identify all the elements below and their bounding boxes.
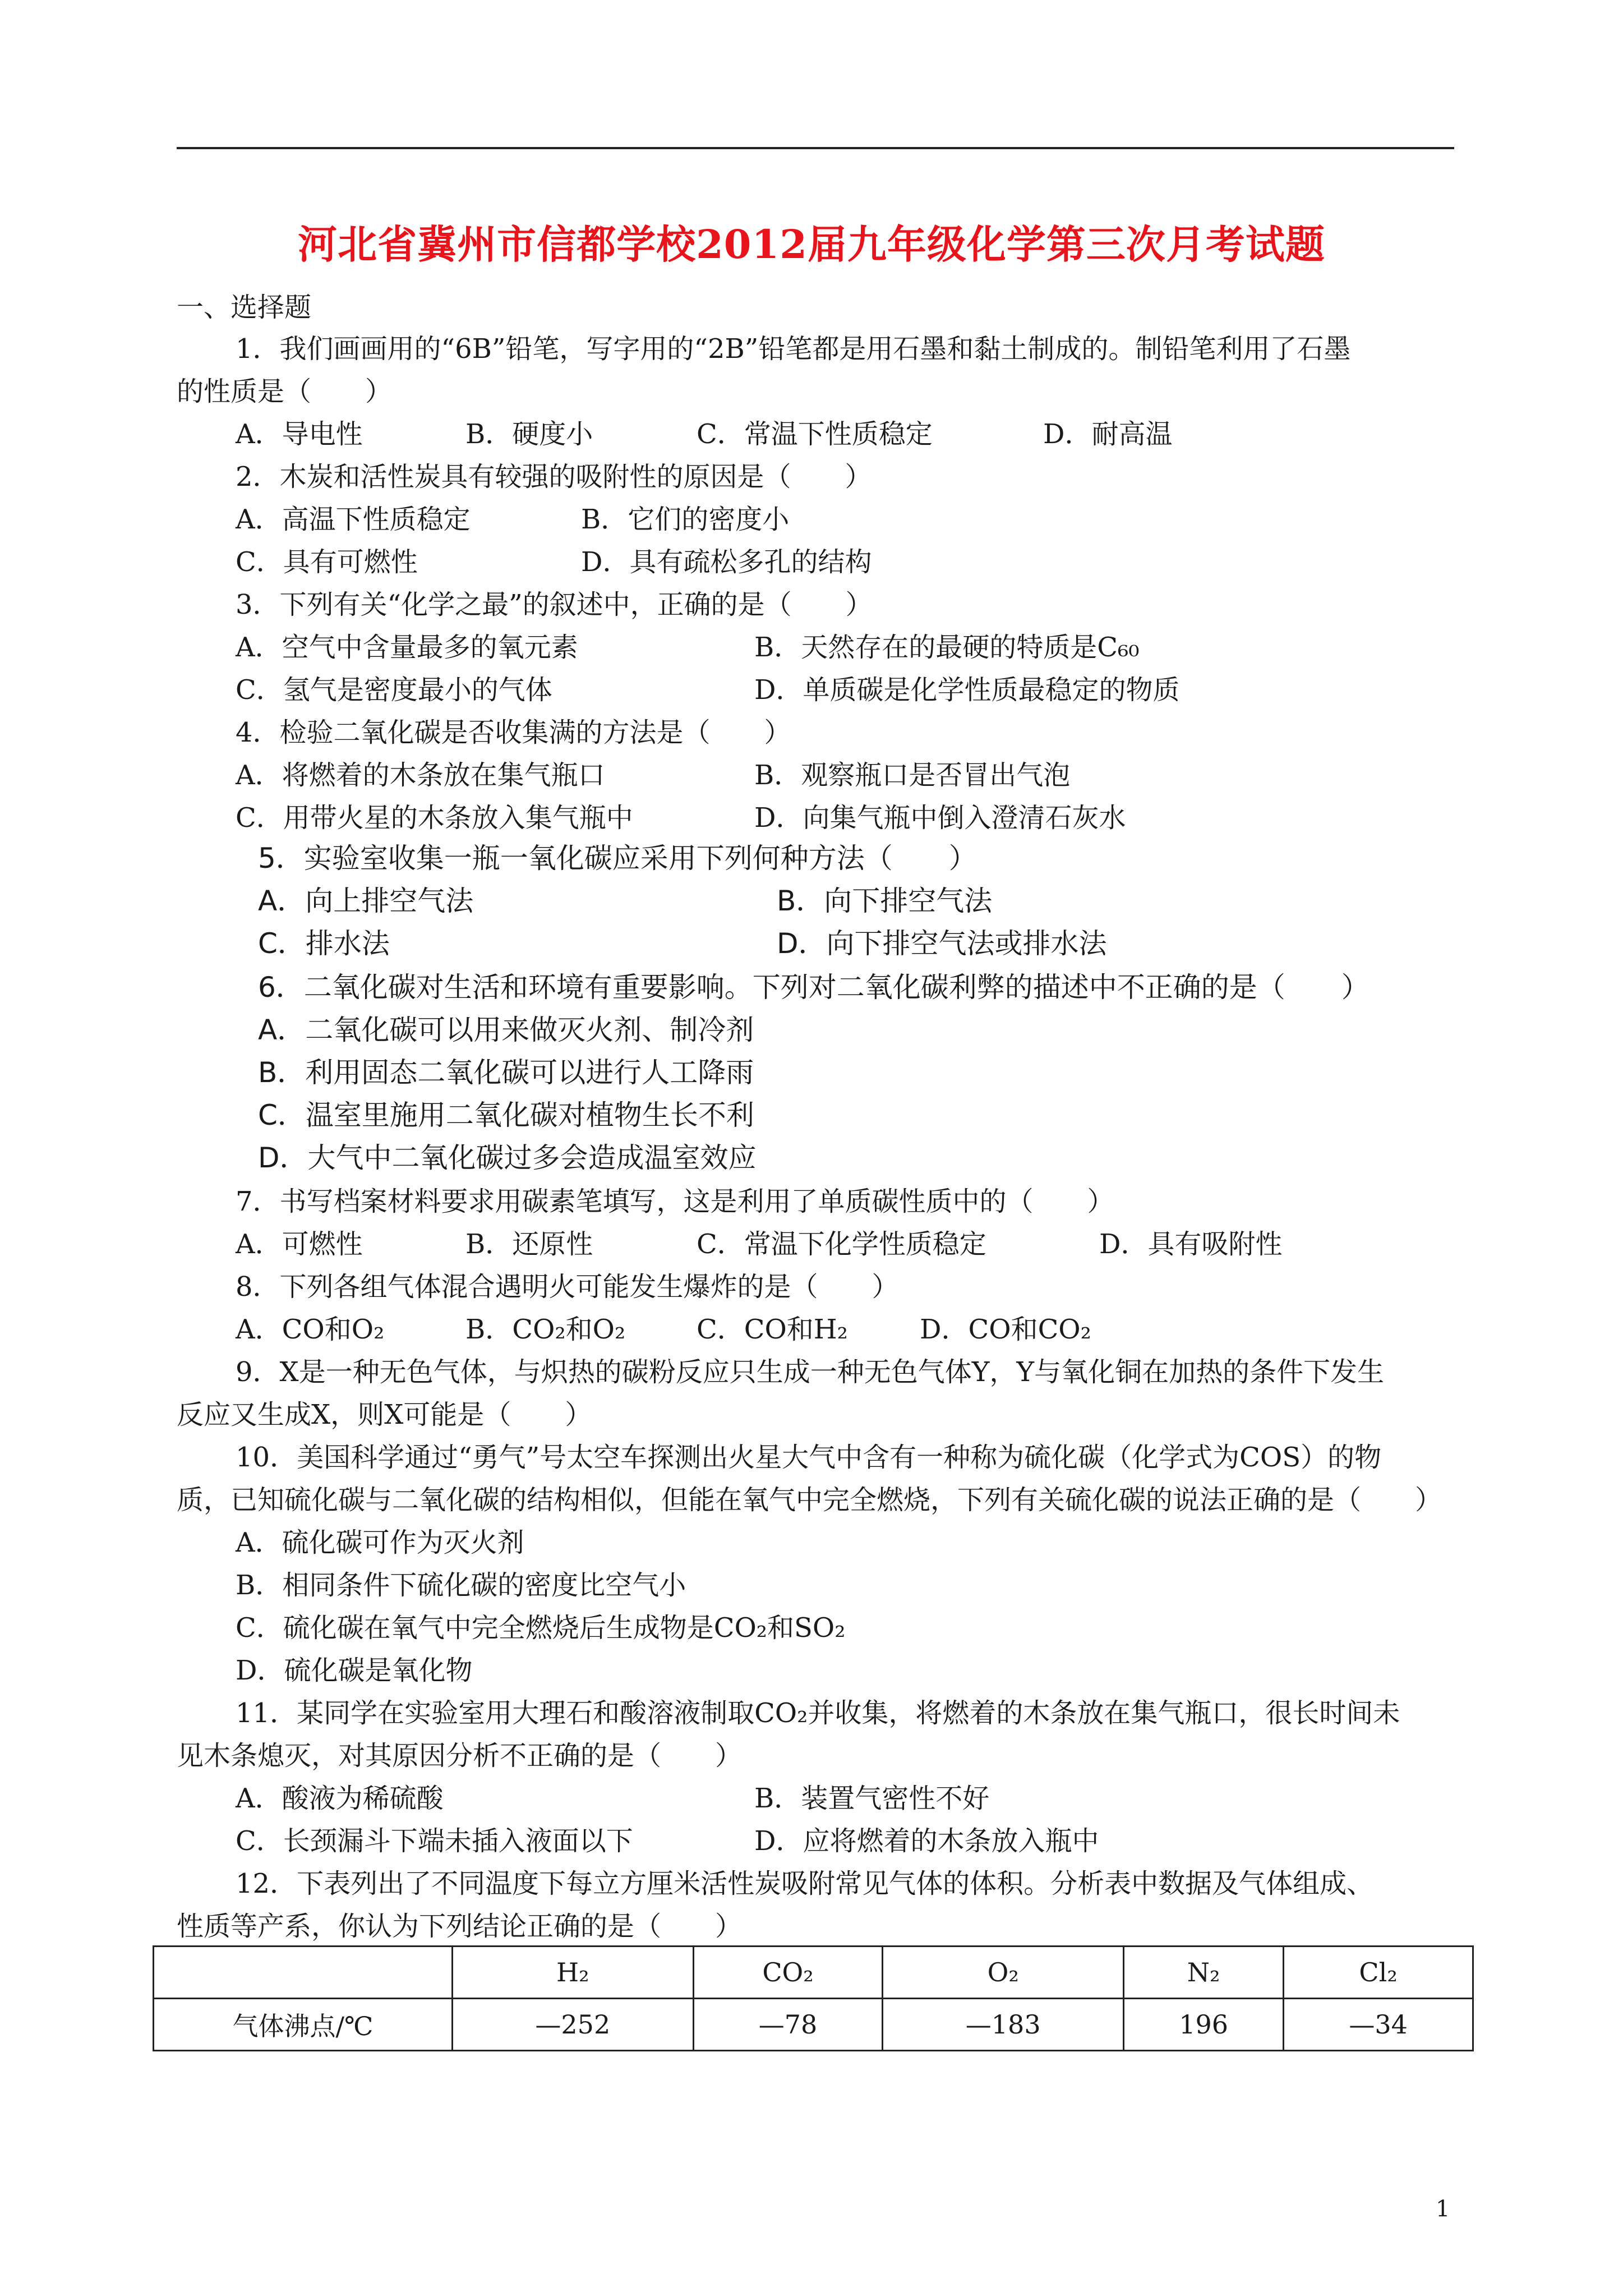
q1-option-a: A．导电性 <box>236 418 363 450</box>
table-row <box>154 1999 1473 2051</box>
q4-option-c: C．用带火星的木条放入集气瓶中 <box>236 802 633 834</box>
q7-option-a: A．可燃性 <box>236 1228 363 1260</box>
q6-option-d: D．大气中二氧化碳过多会造成温室效应 <box>258 1142 757 1174</box>
q2-option-c: C．具有可燃性 <box>236 546 418 578</box>
q2-option-d: D．具有疏松多孔的结构 <box>581 546 872 578</box>
q11-option-d: D．应将燃着的木条放入瓶中 <box>754 1825 1099 1857</box>
q4-option-b: B．观察瓶口是否冒出气泡 <box>754 760 1071 791</box>
q11-option-b: B．装置气密性不好 <box>754 1783 990 1814</box>
table-cell: N₂ <box>1124 1947 1284 1999</box>
table-cell: 196 <box>1124 1999 1284 2051</box>
question-2: 2．木炭和活性炭具有较强的吸附性的原因是（ ） <box>236 461 872 493</box>
question-12-cont: 性质等产系，你认为下列结论正确的是（ ） <box>177 1911 743 1942</box>
table-cell: —34 <box>1284 1999 1473 2051</box>
q7-option-b: B．还原性 <box>465 1228 593 1260</box>
q5-option-a: A．向上排空气法 <box>258 885 474 917</box>
q8-option-d: D．CO和CO₂ <box>920 1314 1091 1345</box>
q3-option-a: A．空气中含量最多的氧元素 <box>236 632 578 663</box>
q5-option-c: C．排水法 <box>258 927 390 960</box>
table-cell: —183 <box>883 1999 1124 2051</box>
q8-option-b: B．CO₂和O₂ <box>465 1314 626 1345</box>
q6-option-b: B．利用固态二氧化碳可以进行人工降雨 <box>258 1056 754 1089</box>
q11-option-c: C．长颈漏斗下端未插入液面以下 <box>236 1825 633 1857</box>
question-1: 1．我们画画用的“6B”铅笔，写字用的“2B”铅笔都是用石墨和黏土制成的。制铅笔利用了石墨 <box>236 333 1351 365</box>
question-7: 7．书写档案材料要求用碳素笔填写，这是利用了单质碳性质中的（ ） <box>236 1186 1114 1217</box>
question-11: 11．某同学在实验室用大理石和酸溶液制取CO₂并收集，将燃着的木条放在集气瓶口，很长时间未 <box>236 1697 1400 1729</box>
q6-option-c: C．温室里施用二氧化碳对植物生长不利 <box>258 1099 754 1131</box>
question-11-cont: 见木条熄灭，对其原因分析不正确的是（ ） <box>177 1740 743 1772</box>
q1-option-c: C．常温下性质稳定 <box>697 418 933 450</box>
q8-option-a: A．CO和O₂ <box>236 1314 385 1345</box>
q7-option-d: D．具有吸附性 <box>1099 1228 1283 1260</box>
q1-option-d: D．耐高温 <box>1043 418 1173 450</box>
question-10-cont: 质，已知硫化碳与二氧化碳的结构相似，但能在氧气中完全燃烧，下列有关硫化碳的说法正确的是（ ） <box>177 1484 1442 1516</box>
q2-option-b: B．它们的密度小 <box>581 504 790 535</box>
question-10: 10．美国科学通过“勇气”号太空车探测出火星大气中含有一种称为硫化碳（化学式为COS）的物 <box>236 1442 1382 1473</box>
gas-table <box>153 1945 1474 2051</box>
q5-option-d: D．向下排空气法或排水法 <box>777 927 1107 960</box>
q5-option-b: B．向下排空气法 <box>777 885 993 917</box>
question-9-cont: 反应又生成X，则X可能是（ ） <box>177 1399 592 1430</box>
table-cell: O₂ <box>883 1947 1124 1999</box>
table-cell: CO₂ <box>693 1947 883 1999</box>
question-3: 3．下列有关“化学之最”的叙述中，正确的是（ ） <box>236 589 873 620</box>
q3-option-b: B．天然存在的最硬的特质是C₆₀ <box>754 632 1140 663</box>
question-6: 6．二氧化碳对生活和环境有重要影响。下列对二氧化碳利弊的描述中不正确的是（ ） <box>258 971 1370 1004</box>
table-cell: 气体沸点/℃ <box>154 1999 453 2051</box>
q10-option-c: C．硫化碳在氧气中完全燃烧后生成物是CO₂和SO₂ <box>236 1612 846 1644</box>
q3-option-c: C．氢气是密度最小的气体 <box>236 674 552 706</box>
page-title: 河北省冀州市信都学校2012届九年级化学第三次月考试题 <box>298 221 1325 268</box>
question-12: 12．下表列出了不同温度下每立方厘米活性炭吸附常见气体的体积。分析表中数据及气体组成、 <box>236 1868 1374 1899</box>
q11-option-a: A．酸液为稀硫酸 <box>236 1783 444 1814</box>
table-cell: —78 <box>693 1999 883 2051</box>
q10-option-b: B．相同条件下硫化碳的密度比空气小 <box>236 1570 686 1601</box>
q4-option-a: A．将燃着的木条放在集气瓶口 <box>236 760 605 791</box>
table-cell: H₂ <box>453 1947 694 1999</box>
table-cell: Cl₂ <box>1284 1947 1473 1999</box>
question-5: 5．实验室收集一瓶一氧化碳应采用下列何种方法（ ） <box>258 842 977 875</box>
q7-option-c: C．常温下化学性质稳定 <box>697 1228 986 1260</box>
question-8: 8．下列各组气体混合遇明火可能发生爆炸的是（ ） <box>236 1271 899 1303</box>
question-1-cont: 的性质是（ ） <box>177 376 393 407</box>
question-9: 9．X是一种无色气体，与炽热的碳粉反应只生成一种无色气体Y，Y与氧化铜在加热的条件下发生 <box>236 1356 1385 1388</box>
table-cell <box>154 1947 453 1999</box>
q6-option-a: A．二氧化碳可以用来做灭火剂、制冷剂 <box>258 1014 754 1046</box>
page-number: 1 <box>1436 2196 1450 2222</box>
header-rule <box>177 147 1454 149</box>
q3-option-d: D．单质碳是化学性质最稳定的物质 <box>754 674 1180 706</box>
table-header-row <box>154 1947 1473 1999</box>
q1-option-b: B．硬度小 <box>465 418 593 450</box>
table-cell: —252 <box>453 1999 694 2051</box>
section-heading: 一、选择题 <box>177 292 312 323</box>
q10-option-a: A．硫化碳可作为灭火剂 <box>236 1527 524 1558</box>
q10-option-d: D．硫化碳是氧化物 <box>236 1655 473 1686</box>
question-4: 4．检验二氧化碳是否收集满的方法是（ ） <box>236 717 791 748</box>
q8-option-c: C．CO和H₂ <box>697 1314 848 1345</box>
q4-option-d: D．向集气瓶中倒入澄清石灰水 <box>754 802 1126 834</box>
q2-option-a: A．高温下性质稳定 <box>236 504 471 535</box>
